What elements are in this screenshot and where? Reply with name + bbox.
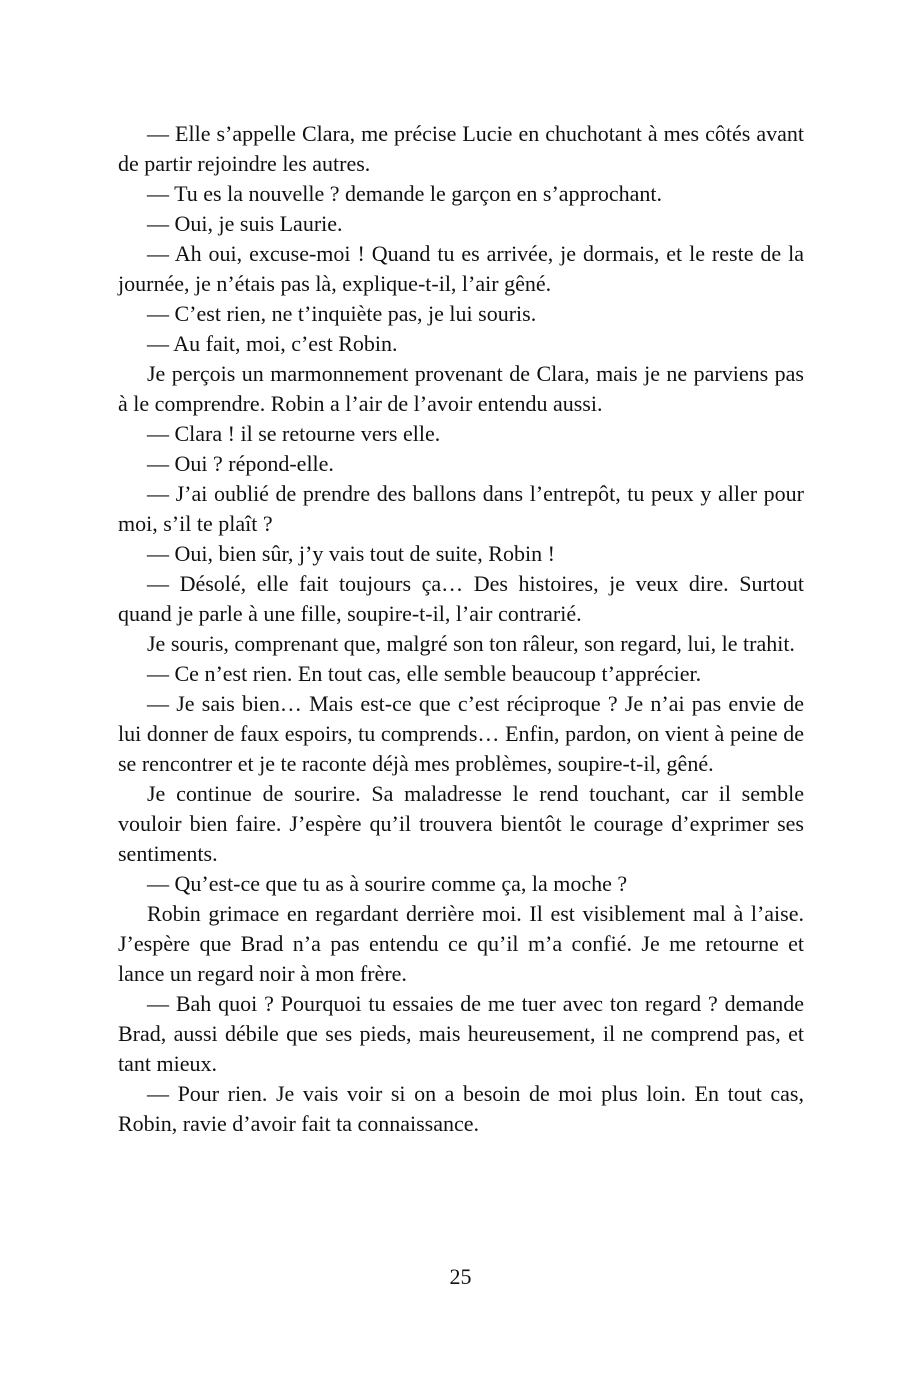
paragraph: — Tu es la nouvelle ? demande le garçon en s’approchant. — [147, 181, 663, 206]
paragraph: — Oui, je suis Laurie. — [147, 211, 343, 236]
paragraph: — Je sais bien… Mais est-ce que c’est réciproque ? Je n’ai pas envie de lui donner de faux espoirs, tu comprends… Enfin, pardon, on vient à peine de se rencontrer et je te raconte déjà mes problèmes, soupire-t-il, gêné. — [118, 691, 804, 776]
paragraph: — Ce n’est rien. En tout cas, elle semble beaucoup t’apprécier. — [147, 661, 702, 686]
paragraph: — Bah quoi ? Pourquoi tu essaies de me tuer avec ton regard ? demande Brad, aussi débile que ses pieds, mais heureusement, il ne comprend pas, et tant mieux. — [118, 991, 804, 1076]
paragraph: — Désolé, elle fait toujours ça… Des histoires, je veux dire. Surtout quand je parle à une fille, soupire-t-il, l’air contrarié. — [118, 571, 804, 626]
paragraph: — Ah oui, excuse-moi ! Quand tu es arrivée, je dormais, et le reste de la journée, je n’étais pas là, explique-t-il, l’air gêné. — [118, 241, 804, 296]
paragraph: — Pour rien. Je vais voir si on a besoin de moi plus loin. En tout cas, Robin, ravie d’avoir fait ta connaissance. — [118, 1081, 804, 1136]
paragraph: Je continue de sourire. Sa maladresse le rend touchant, car il semble vouloir bien faire. J’espère qu’il trouvera bientôt le courage d’exprimer ses sentiments. — [118, 781, 804, 866]
paragraph: — Oui, bien sûr, j’y vais tout de suite, Robin ! — [147, 541, 555, 566]
paragraph: — J’ai oublié de prendre des ballons dans l’entrepôt, tu peux y aller pour moi, s’il te plaît ? — [118, 481, 804, 536]
paragraph: — Elle s’appelle Clara, me précise Lucie en chuchotant à mes côtés avant de partir rejoindre les autres. — [118, 121, 804, 176]
paragraph: — Qu’est-ce que tu as à sourire comme ça, la moche ? — [147, 871, 628, 896]
paragraph: Je perçois un marmonnement provenant de Clara, mais je ne parviens pas à le comprendre. Robin a l’air de l’avoir entendu aussi. — [118, 361, 804, 416]
paragraph: — Au fait, moi, c’est Robin. — [147, 331, 398, 356]
body-text — [118, 119, 804, 1139]
page-number: 25 — [449, 1264, 472, 1289]
paragraph: Je souris, comprenant que, malgré son ton râleur, son regard, lui, le trahit. — [147, 631, 795, 656]
paragraph: Robin grimace en regardant derrière moi. Il est visiblement mal à l’aise. J’espère que Brad n’a pas entendu ce qu’il m’a confié. Je me retourne et lance un regard noir à mon frère. — [118, 901, 804, 986]
paragraph: — Oui ? répond-elle. — [147, 451, 334, 476]
paragraph: — C’est rien, ne t’inquiète pas, je lui souris. — [147, 301, 537, 326]
paragraph: — Clara ! il se retourne vers elle. — [147, 421, 441, 446]
